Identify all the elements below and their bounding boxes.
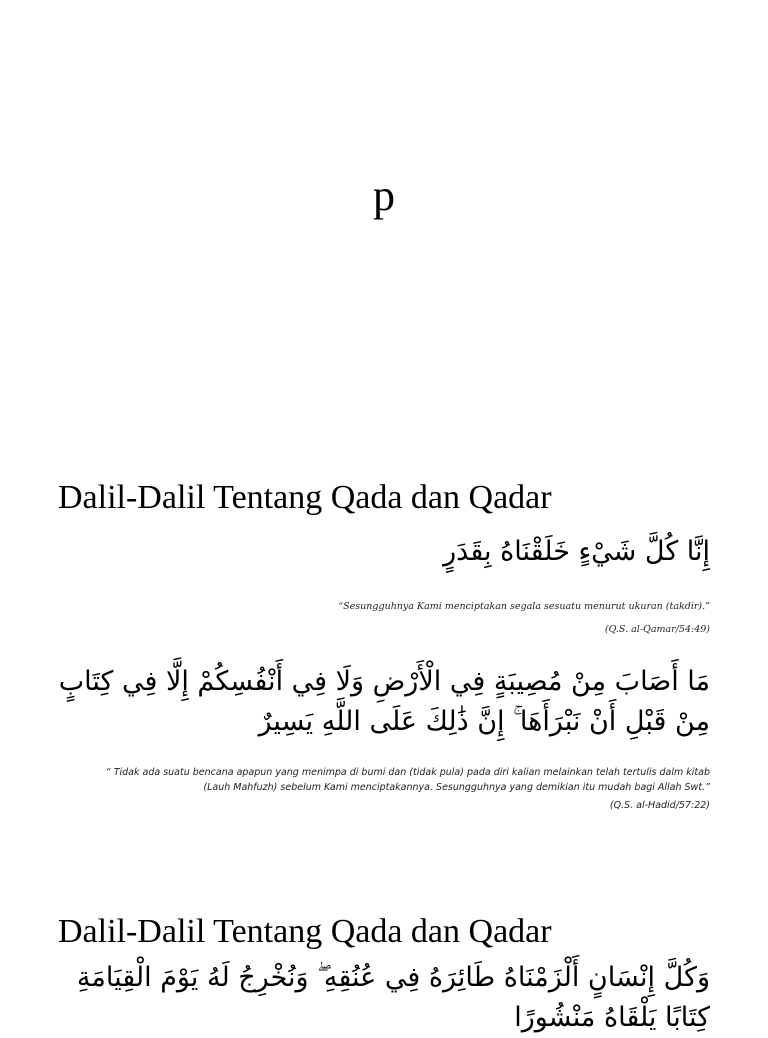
page-letter: p: [373, 171, 395, 220]
section-2-title: Dalil-Dalil Tentang Qada dan Qadar: [58, 913, 552, 950]
verse-1-arabic: إِنَّا كُلَّ شَيْءٍ خَلَقْنَاهُ بِقَدَرٍ: [443, 536, 710, 567]
verse-2-translation-line-2: (Lauh Mahfuzh) sebelum Kami menciptakannya. Sesungguhnya yang demikian itu mudah bagi Allah Swt.”: [203, 782, 710, 793]
verse-2-arabic-line-2: مِنْ قَبْلِ أَنْ نَبْرَأَهَا ۚ إِنَّ ذَٰلِكَ عَلَى اللَّهِ يَسِيرٌ: [258, 706, 710, 737]
verse-1-reference: (Q.S. al-Qamar/54:49): [604, 624, 710, 635]
section-1-title: Dalil-Dalil Tentang Qada dan Qadar: [58, 479, 552, 516]
verse-3-arabic-line-2: كِتَابًا يَلْقَاهُ مَنْشُورًا: [514, 1002, 710, 1033]
verse-1-translation: “Sesungguhnya Kami menciptakan segala sesuatu menurut ukuran (takdir).”: [338, 601, 710, 612]
verse-2-reference: (Q.S. al-Hadid/57:22): [609, 800, 710, 811]
verse-3-arabic-line-1: وَكُلَّ إِنْسَانٍ أَلْزَمْنَاهُ طَائِرَهُ فِي عُنُقِهِ ۖ وَنُخْرِجُ لَهُ يَوْمَ الْقِيَامَةِ: [76, 962, 710, 993]
verse-2-translation-line-1: “ Tidak ada suatu bencana apapun yang menimpa di bumi dan (tidak pula) pada diri kalian melainkan telah tertulis dalm kitab: [105, 767, 710, 778]
verse-2-arabic-line-1: مَا أَصَابَ مِنْ مُصِيبَةٍ فِي الْأَرْضِ وَلَا فِي أَنْفُسِكُمْ إِلَّا فِي كِتَابٍ: [58, 666, 710, 697]
